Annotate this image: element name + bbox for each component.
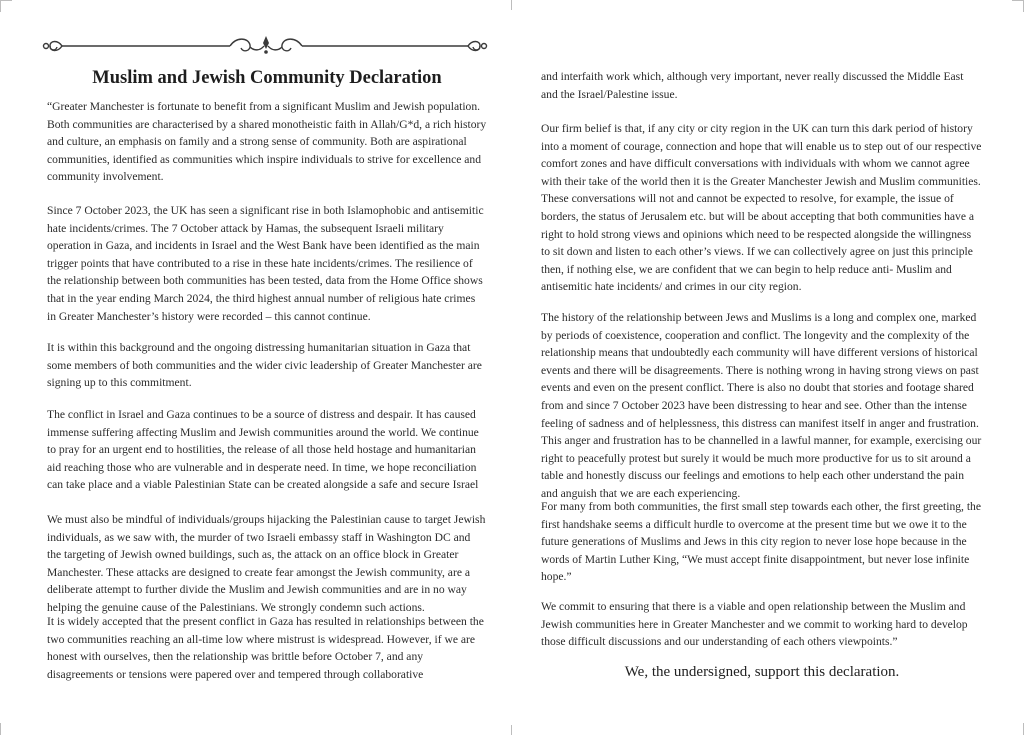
crop-mark (0, 0, 12, 1)
declaration-footer: We, the undersigned, support this declaration. (624, 664, 900, 680)
paragraph: and interfaith work which, although very important, never really discussed the Middle East and the Israel/Palestine issue. (541, 70, 964, 101)
crop-mark (1012, 0, 1024, 1)
paragraph: “Greater Manchester is fortunate to benefit from a significant Muslim and Jewish population. Both communities are characterised by a shared monotheistic faith in Allah/G*d, a rich history and culture, an emphasis on family and a strong sense of community. Both are aspirational communities, identified as communities which inspire individuals to strive for excellence and community involvement. (47, 100, 487, 184)
paragraph: We commit to ensuring that there is a viable and open relationship between the Muslim and Jewish communities here in Greater Manchester and we commit to working hard to develop those difficult discussions and our understanding of each others viewpoints.” (541, 600, 968, 649)
paragraph: It is widely accepted that the present conflict in Gaza has resulted in relationships between the two communities reaching an all-time low where mistrust is widespread. However, if we are honest with ourselves, then the relationship was brittle before October 7, and any disagreements or tensions were papered over and tempered through collaborative (47, 615, 484, 681)
paragraph: The history of the relationship between Jews and Muslims is a long and complex one, marked by periods of coexistence, cooperation and conflict. The longevity and the complexity of the relationship means that undoubtedly each community will have different versions of historical events and there will be disagreements. There is nothing wrong in having strong views on past events and even on the present conflict. There is also no doubt that stories and footage shared from and since 7 October 2023 have been distressing to hear and see. Other than the intense feeling of sadness and of helplessness, this distress can manifest itself in anger and frustration. This anger and frustration has to be channelled in a lawful manner, for example, exercising our right to peacefully protest but surely it would be much more productive for us to sit around a table and honestly discuss our feelings and emotions to help each other understand the pain and anguish that we are each experiencing. (541, 311, 982, 500)
paragraph: Since 7 October 2023, the UK has seen a significant rise in both Islamophobic and antisemitic hate incidents/crimes. The 7 October attack by Hamas, the subsequent Israeli military operation in Gaza, and incidents in Israel and the West Bank have been identified as the main trigger points that have contributed to a rise in these hate incidents/crimes. The resilience of the relationship between both communities has been tested, data from the Home Office shows that in the year ending March 2024, the third highest annual number of religious hate crimes in Greater Manchester’s history were recorded – this cannot continue. (47, 204, 484, 323)
paragraph: The conflict in Israel and Gaza continues to be a source of distress and despair. It has caused immense suffering affecting Muslim and Jewish communities around the world. We continue to pray for an urgent end to hostilities, the release of all those held hostage and humanitarian aid reaching those who are vulnerable and in desperate need. In time, we hope reconciliation can take place and a viable Palestinian State can be created alongside a safe and secure Israel (47, 408, 479, 492)
paragraph: Our firm belief is that, if any city or city region in the UK can turn this dark period of history into a moment of courage, connection and hope that will enable us to step out of our respective comfort zones and have difficult conversations with individuals with whom we cannot agree with their take of the world then it is the Greater Manchester Jewish and Muslim communities. These conversations will not and cannot be expected to resolve, for example, the issue of borders, the status of Jerusalem etc. but will be about accepting that both communities have a right to hold strong views and opinions which need to be respected alongside the willingness to sit down and listen to each other’s views. If we can collectively agree on just this principle then, if nothing else, we are confident that we can begin to help reduce anti- Muslim and antisemitic hate incidents/ and crimes in our city region. (541, 122, 982, 294)
crop-mark (0, 0, 1, 12)
paragraph: It is within this background and the ongoing distressing humanitarian situation in Gaza that some members of both communities and the wider civic leadership of Greater Manchester are signing up to this commitment. (47, 341, 482, 390)
ornamental-divider-icon (40, 33, 490, 59)
crop-mark (0, 723, 1, 735)
crop-mark (511, 725, 512, 735)
page-title: Muslim and Jewish Community Declaration (92, 68, 442, 88)
paragraph: We must also be mindful of individuals/groups hijacking the Palestinian cause to target Jewish individuals, as we saw with, the murder of two Israeli embassy staff in Washington DC and the targeting of Jewish owned buildings, such as, the attack on an office block in Greater Manchester. These attacks are designed to create fear amongst the Jewish community, are a deliberate attempt to further divide the Muslim and Jewish communities and are in no way helping the genuine cause of the Palestinians. We strongly condemn such actions. (47, 513, 486, 614)
paragraph: For many from both communities, the first small step towards each other, the first greeting, the first handshake seems a difficult hurdle to overcome at the present time but we owe it to the future generations of Muslims and Jews in this city region to never lose hope because in the words of Martin Luther King, “We must accept finite disappointment, but never lose infinite hope.” (541, 500, 981, 584)
crop-mark (511, 0, 512, 10)
